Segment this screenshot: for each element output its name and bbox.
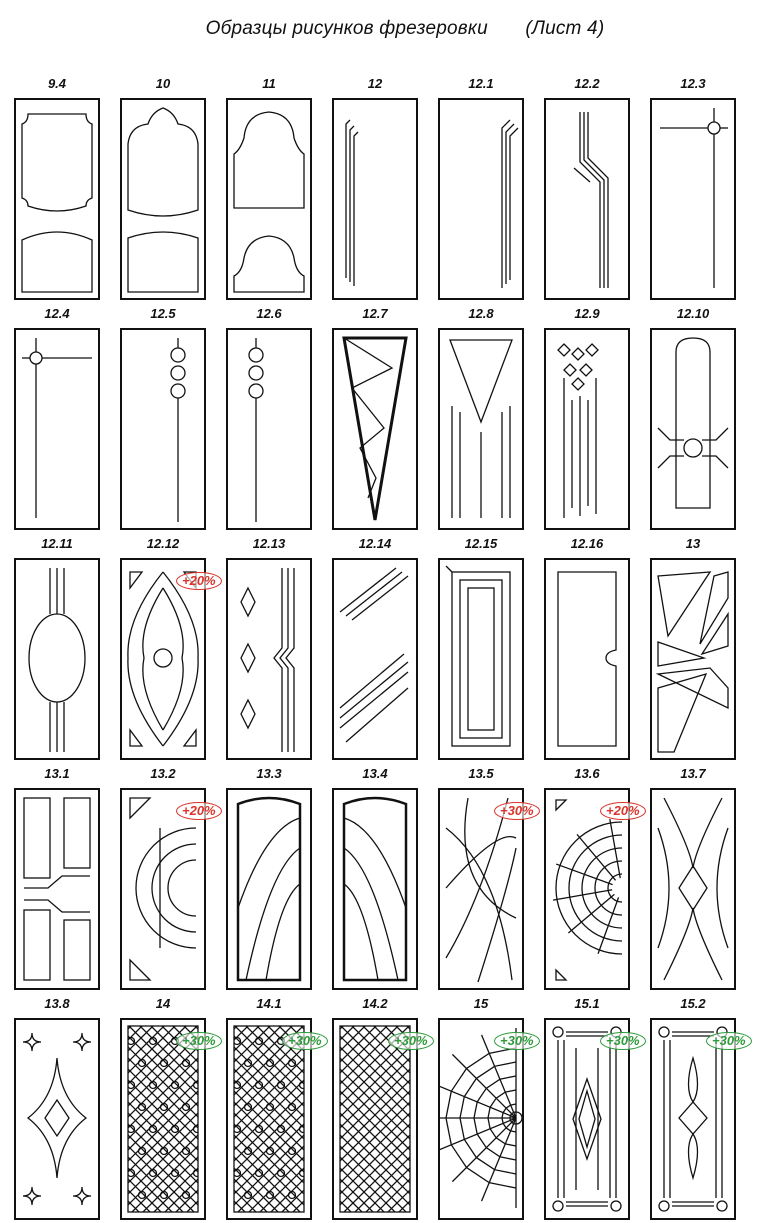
sample-13-2	[118, 766, 216, 992]
door-panel-drawing	[332, 788, 418, 990]
sample-12-15	[436, 536, 526, 762]
sample-13-7	[648, 766, 738, 992]
sample-11	[224, 76, 314, 302]
sample-12	[330, 76, 420, 302]
sample-13-3	[224, 766, 314, 992]
sample-label: 12.16	[570, 536, 604, 551]
sample-14-1	[224, 996, 322, 1222]
sample-12-3	[648, 76, 738, 302]
sample-label: 14	[155, 996, 171, 1011]
sample-10	[118, 76, 208, 302]
door-panel-drawing	[14, 788, 100, 990]
sample-label: 12.3	[680, 76, 706, 91]
sample-label: 12.2	[574, 76, 600, 91]
sample-label: 13.7	[680, 766, 706, 781]
sample-label: 12.14	[358, 536, 392, 551]
door-panel-drawing	[650, 328, 736, 530]
sample-12-12	[118, 536, 216, 762]
door-panel-drawing	[332, 558, 418, 760]
sample-label: 15.2	[680, 996, 706, 1011]
sample-label: 12.10	[676, 306, 710, 321]
sample-label: 12	[367, 76, 383, 91]
door-panel-drawing	[14, 328, 100, 530]
sample-12-11	[12, 536, 102, 762]
sample-label: 10	[155, 76, 171, 91]
sample-label: 9.4	[47, 76, 67, 91]
door-panel-drawing	[438, 98, 524, 300]
door-panel-drawing	[226, 328, 312, 530]
door-panel-drawing	[650, 558, 736, 760]
surcharge-badge: +30%	[706, 1032, 752, 1050]
sample-9-4	[12, 76, 102, 302]
sample-12-9	[542, 306, 632, 532]
door-panel-drawing	[226, 98, 312, 300]
sample-12-7	[330, 306, 420, 532]
surcharge-badge: +20%	[176, 572, 222, 590]
surcharge-badge: +30%	[282, 1032, 328, 1050]
surcharge-badge: +30%	[600, 1032, 646, 1050]
door-panel-drawing	[544, 558, 630, 760]
sample-12-1	[436, 76, 526, 302]
door-panel-drawing	[332, 328, 418, 530]
door-panel-drawing	[14, 98, 100, 300]
surcharge-badge: +30%	[388, 1032, 434, 1050]
sample-12-13	[224, 536, 314, 762]
sample-12-5	[118, 306, 208, 532]
sample-label: 13.6	[574, 766, 600, 781]
sample-label: 12.15	[464, 536, 498, 551]
surcharge-badge: +30%	[494, 1032, 540, 1050]
sample-label: 14.1	[256, 996, 282, 1011]
door-panel-drawing	[438, 558, 524, 760]
door-panel-drawing	[332, 98, 418, 300]
sample-15	[436, 996, 534, 1222]
sample-13	[648, 536, 738, 762]
door-panel-drawing	[120, 328, 206, 530]
surcharge-badge: +20%	[600, 802, 646, 820]
sample-13-8	[12, 996, 102, 1222]
sample-12-4	[12, 306, 102, 532]
sample-12-16	[542, 536, 632, 762]
sample-label: 12.7	[362, 306, 388, 321]
sample-label: 13.3	[256, 766, 282, 781]
surcharge-badge: +30%	[494, 802, 540, 820]
sample-label: 13.4	[362, 766, 388, 781]
surcharge-badge: +30%	[176, 1032, 222, 1050]
sample-13-6	[542, 766, 640, 992]
sample-12-14	[330, 536, 420, 762]
sample-label: 13	[685, 536, 701, 551]
sample-label: 12.4	[44, 306, 70, 321]
sample-label: 11	[262, 76, 276, 91]
sample-12-8	[436, 306, 526, 532]
sample-label: 13.5	[468, 766, 494, 781]
sample-15-2	[648, 996, 746, 1222]
sample-label: 13.1	[44, 766, 70, 781]
surcharge-badge: +20%	[176, 802, 222, 820]
sample-15-1	[542, 996, 640, 1222]
sample-label: 12.5	[150, 306, 176, 321]
door-panel-drawing	[650, 788, 736, 990]
title-sheet: (Лист 4)	[525, 18, 605, 39]
sample-label: 12.13	[252, 536, 286, 551]
sample-label: 14.2	[362, 996, 388, 1011]
page-title	[0, 18, 770, 40]
door-panel-drawing	[650, 98, 736, 300]
door-panel-drawing	[226, 788, 312, 990]
sample-label: 13.2	[150, 766, 176, 781]
sample-12-10	[648, 306, 738, 532]
sample-label: 12.1	[468, 76, 494, 91]
door-panel-drawing	[120, 98, 206, 300]
sample-13-1	[12, 766, 102, 992]
sample-13-4	[330, 766, 420, 992]
door-panel-drawing	[438, 328, 524, 530]
sample-label: 12.11	[41, 536, 73, 551]
sample-14	[118, 996, 216, 1222]
sample-14-2	[330, 996, 428, 1222]
sample-label: 12.6	[256, 306, 282, 321]
door-panel-drawing	[14, 558, 100, 760]
sample-12-2	[542, 76, 632, 302]
sample-label: 12.9	[574, 306, 600, 321]
sample-label: 12.8	[468, 306, 494, 321]
sample-label: 13.8	[44, 996, 70, 1011]
door-panel-drawing	[544, 98, 630, 300]
sample-label: 15.1	[574, 996, 600, 1011]
sample-label: 12.12	[146, 536, 180, 551]
sample-12-6	[224, 306, 314, 532]
sample-13-5	[436, 766, 534, 992]
title-main: Образцы рисунков фрезеровки	[205, 18, 488, 39]
door-panel-drawing	[544, 328, 630, 530]
door-panel-drawing	[226, 558, 312, 760]
sample-label: 15	[473, 996, 489, 1011]
door-panel-drawing	[14, 1018, 100, 1220]
